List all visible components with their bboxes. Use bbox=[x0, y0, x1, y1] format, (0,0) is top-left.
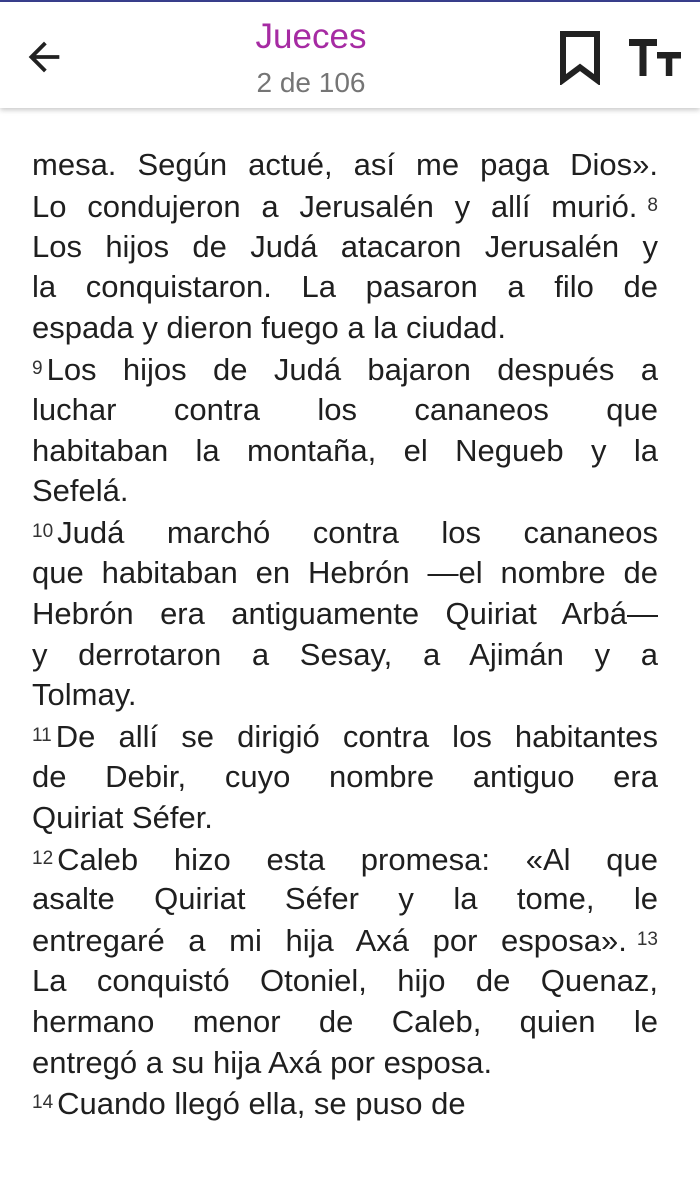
chapter-indicator: 2 de 106 bbox=[256, 67, 366, 98]
bookmark-outline-icon bbox=[557, 29, 603, 85]
line-text: luchar contra los cananeos que bbox=[32, 391, 658, 427]
line-text: espada y dieron fuego a la ciudad. bbox=[32, 310, 506, 346]
line-text: Cuando llegó ella, se puso de bbox=[57, 1086, 466, 1122]
verse-number: 14 bbox=[32, 1092, 54, 1114]
text-size-icon bbox=[627, 35, 683, 79]
text-line bbox=[32, 879, 658, 920]
text-line bbox=[32, 1083, 658, 1124]
line-text: asalte Quiriat Séfer y la tome, le bbox=[32, 881, 658, 917]
line-text: de Debir, cuyo nombre antiguo era bbox=[32, 758, 658, 794]
verse-number: 9 bbox=[32, 357, 43, 379]
text-line bbox=[32, 186, 658, 227]
text-line bbox=[32, 635, 658, 676]
line-text: De allí se dirigió contra los habitantes bbox=[55, 719, 658, 755]
verse-number: 13 bbox=[636, 929, 658, 951]
line-text: Judá marchó contra los cananeos bbox=[57, 515, 658, 551]
text-line bbox=[32, 798, 658, 839]
line-text: y derrotaron a Sesay, a Ajimán y a bbox=[32, 636, 658, 672]
line-text: Los hijos de Judá atacaron Jerusalén y bbox=[32, 228, 658, 264]
text-size-button[interactable] bbox=[624, 28, 686, 86]
text-line bbox=[32, 267, 658, 308]
line-text: entregó a su hija Axá por esposa. bbox=[32, 1044, 493, 1080]
text-line bbox=[32, 145, 658, 186]
text-line bbox=[32, 308, 658, 349]
app-bar bbox=[0, 2, 700, 108]
book-title: Jueces bbox=[255, 17, 367, 56]
line-text: Lo condujeron a Jerusalén y allí murió. bbox=[32, 188, 638, 224]
line-text: Quiriat Séfer. bbox=[32, 799, 213, 835]
line-text: que habitaban en Hebrón —el nombre de bbox=[32, 554, 658, 590]
text-line bbox=[32, 1043, 658, 1084]
text-line bbox=[32, 675, 658, 716]
line-text: habitaban la montaña, el Negueb y la bbox=[32, 432, 658, 468]
text-line bbox=[32, 471, 658, 512]
bookmark-button[interactable] bbox=[552, 26, 608, 88]
text-line bbox=[32, 431, 658, 472]
text-line bbox=[32, 839, 658, 880]
text-line bbox=[32, 512, 658, 553]
line-text: mesa. Según actué, así me paga Dios». bbox=[32, 147, 658, 182]
line-text: hermano menor de Caleb, quien le bbox=[32, 1003, 658, 1039]
verse-number: 10 bbox=[32, 521, 54, 543]
text-line bbox=[32, 1002, 658, 1043]
text-line bbox=[32, 961, 658, 1002]
line-text: Hebrón era antiguamente Quiriat Arbá— bbox=[32, 595, 658, 631]
chapter-text bbox=[32, 145, 658, 1124]
text-line bbox=[32, 349, 658, 390]
line-text: la conquistaron. La pasaron a filo de bbox=[32, 269, 658, 305]
text-line bbox=[32, 757, 658, 798]
text-line bbox=[32, 553, 658, 594]
verse-number: 12 bbox=[32, 847, 54, 869]
line-text: entregaré a mi hija Axá por esposa». bbox=[32, 923, 627, 959]
verse-number: 8 bbox=[647, 194, 658, 216]
line-text: Caleb hizo esta promesa: «Al que bbox=[57, 841, 658, 877]
verse-lines bbox=[32, 145, 658, 1124]
line-text: La conquistó Otoniel, hijo de Quenaz, bbox=[32, 962, 658, 998]
text-line bbox=[32, 716, 658, 757]
line-text: Los hijos de Judá bajaron después a bbox=[46, 351, 658, 387]
text-line bbox=[32, 594, 658, 635]
line-text: Tolmay. bbox=[32, 677, 137, 713]
text-line bbox=[32, 920, 658, 961]
verse-number: 11 bbox=[32, 725, 52, 747]
text-line bbox=[32, 227, 658, 268]
line-text: Sefelá. bbox=[32, 473, 129, 509]
text-line bbox=[32, 390, 658, 431]
